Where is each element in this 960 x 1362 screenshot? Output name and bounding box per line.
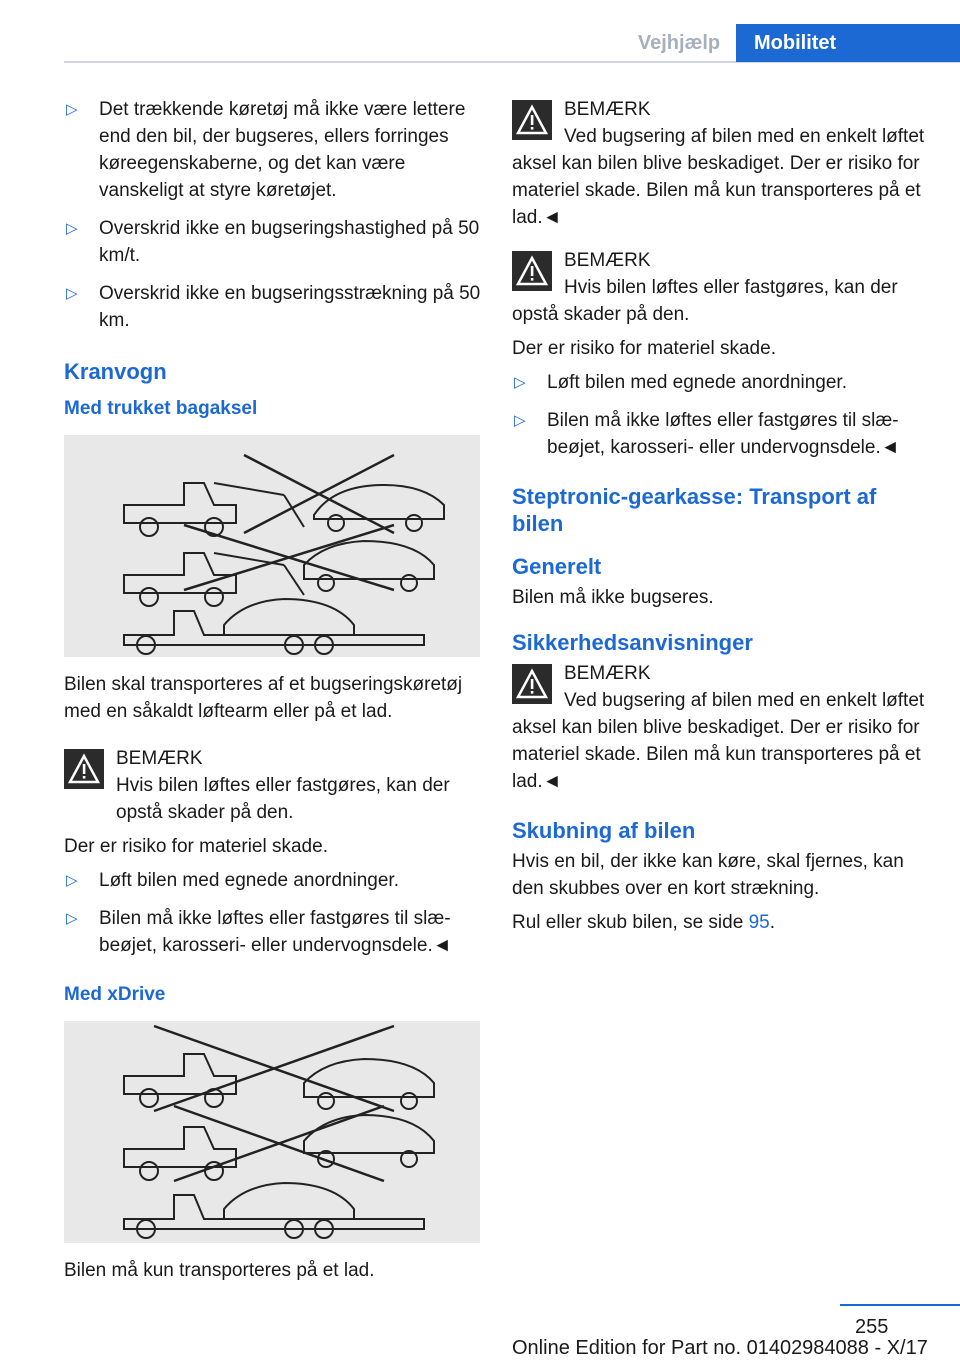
warning-block [64, 745, 484, 826]
page-link[interactable]: 95 [748, 912, 770, 933]
paragraph: Bilen må ikke bugseres. [512, 587, 714, 608]
tab-mobilitet[interactable]: Mobilitet [736, 24, 960, 62]
warning-title: BEMÆRK [564, 663, 651, 684]
right-column [512, 96, 930, 943]
warning-title: BEMÆRK [116, 748, 203, 769]
triangle-bullet-icon: ▷ [514, 374, 526, 391]
warning-text: Hvis bilen løftes eller fastgøres, kan der opstå skader på den. [512, 277, 898, 325]
paragraph: Bilen skal transporteres af et bugseringskøretøj med en såkaldt løftearm eller på et lad. [64, 674, 463, 722]
warning-title: BEMÆRK [564, 99, 651, 120]
heading-generelt: Generelt [512, 554, 602, 579]
warning-text: Hvis bilen løftes eller fastgøres, kan der opstå skader på den. [116, 775, 450, 823]
left-column [64, 96, 484, 1291]
list-item: ▷ Bilen må ikke løftes eller fastgøres til slæbeøjet, karosseri- eller undervognsdele.◄ [512, 407, 930, 461]
warning-icon [64, 749, 104, 789]
triangle-bullet-icon: ▷ [66, 220, 78, 237]
figure-tow-xdrive [64, 1021, 480, 1243]
paragraph: Rul eller skub bilen, se side 95. [512, 912, 775, 933]
warning-text: Ved bugsering af bilen med en enkelt løftet aksel kan bilen blive beskadiget. Der er risiko for materiel skade. Bilen må kun transporteres på et lad.◄ [512, 690, 925, 792]
warning-block [512, 247, 930, 328]
warning-icon [512, 251, 552, 291]
list-item: ▷ Overskrid ikke en bugseringshastighed på 50 km/t. [64, 215, 484, 269]
list-item: ▷ Det trækkende køretøj må ikke være lettere end den bil, der bugseres, ellers forringes køreegenskaberne, og det kan være vanskeligt at styre køretøjet. [64, 96, 484, 204]
warning-icon [512, 664, 552, 704]
footer-rule [840, 1304, 960, 1306]
list-item: ▷ Overskrid ikke en bugseringsstrækning på 50 km. [64, 280, 484, 334]
tow-truck-illustration [64, 1021, 480, 1243]
triangle-bullet-icon: ▷ [66, 101, 78, 118]
warning-icon [512, 100, 552, 140]
list-item: ▷ Løft bilen med egnede anordninger. [512, 369, 930, 396]
triangle-bullet-icon: ▷ [66, 872, 78, 889]
subheading-xdrive: Med xDrive [64, 984, 166, 1005]
triangle-bullet-icon: ▷ [66, 910, 78, 927]
list-item: ▷ Bilen må ikke løftes eller fastgøres til slæbeøjet, karosseri- eller undervognsdele.◄ [64, 905, 484, 959]
warning-block [512, 96, 930, 231]
figure-tow-bagaksel [64, 435, 480, 657]
page-number: 255 [855, 1316, 889, 1338]
heading-skubning: Skubning af bilen [512, 818, 696, 843]
triangle-bullet-icon: ▷ [514, 412, 526, 429]
paragraph: Hvis en bil, der ikke kan køre, skal fjernes, kan den skubbes over en kort strækning. [512, 851, 904, 899]
warning-title: BEMÆRK [564, 250, 651, 271]
list-item: ▷ Løft bilen med egnede anordninger. [64, 867, 484, 894]
risk-text: Der er risiko for materiel skade. [64, 836, 328, 857]
edition-note: Online Edition for Part no. 01402984088 - X/17 [512, 1337, 928, 1359]
subheading-bagaksel: Med trukket bagaksel [64, 398, 258, 419]
tow-truck-illustration [64, 435, 480, 657]
heading-sikkerhed: Sikkerhedsanvisninger [512, 630, 753, 655]
warning-block [512, 660, 930, 795]
triangle-bullet-icon: ▷ [66, 285, 78, 302]
paragraph: Bilen må kun transporteres på et lad. [64, 1260, 375, 1281]
tab-vejhjaelp[interactable]: Vejhjælp [637, 32, 721, 54]
risk-text: Der er risiko for materiel skade. [512, 338, 776, 359]
warning-text: Ved bugsering af bilen med en enkelt løftet aksel kan bilen blive beskadiget. Der er risiko for materiel skade. Bilen må kun transporteres på et lad.◄ [512, 126, 925, 228]
heading-steptronic: Steptronic-gearkasse: Transport af bilen [512, 484, 877, 536]
heading-kranvogn: Kranvogn [64, 359, 167, 384]
